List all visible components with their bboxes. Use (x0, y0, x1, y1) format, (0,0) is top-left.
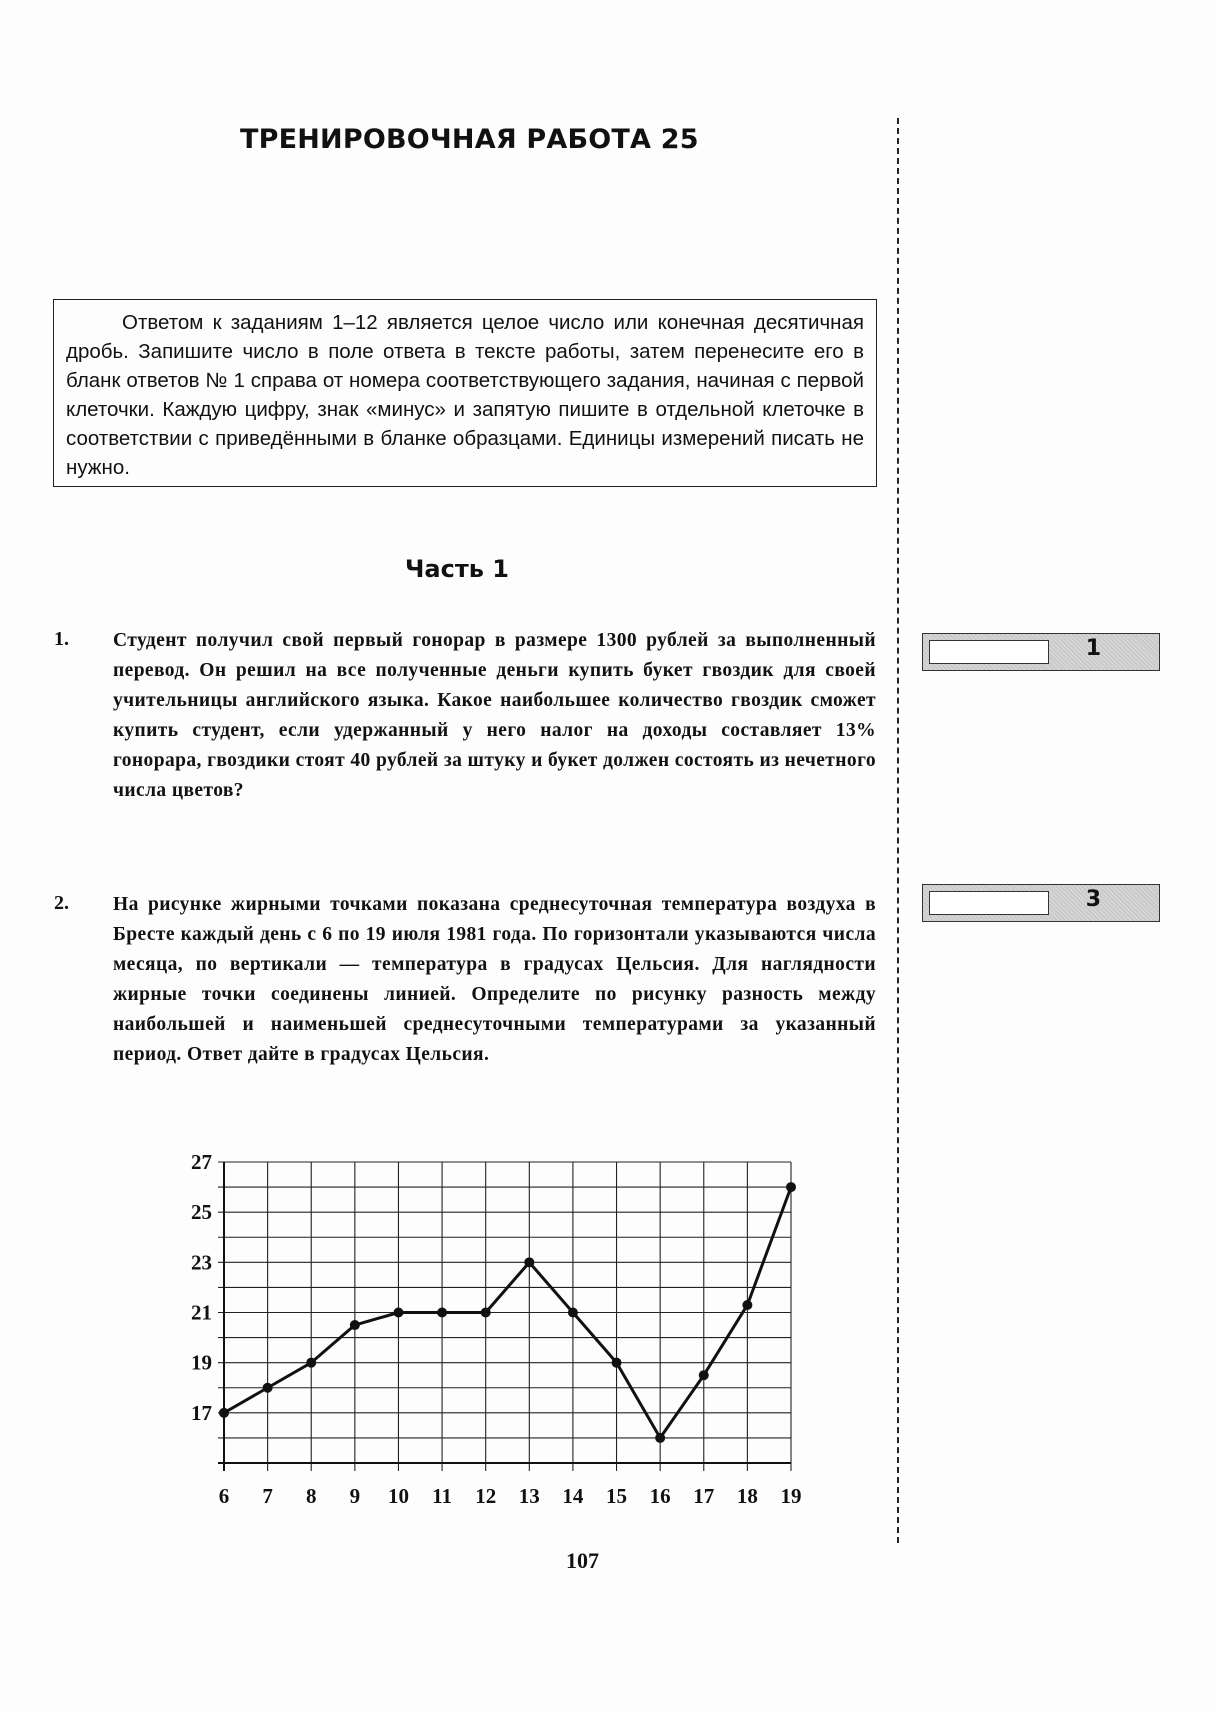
data-point (524, 1257, 534, 1267)
instructions-text: Ответом к заданиям 1–12 является целое число или конечная десятичная дробь. Запишите число в поле ответа в тексте работы, затем перенесите его в бланк ответов № 1 справа от номера соответствующего задания, начиная с первой клеточки. Каждую цифру, знак «минус» и запятую пишите в отдельной клеточке в соответствии с приведёнными в бланке образцами. Единицы измерений писать не нужно. (66, 311, 864, 479)
x-tick-label: 8 (305, 1484, 317, 1508)
x-tick-label: 9 (349, 1484, 361, 1508)
cut-line (897, 118, 899, 1543)
data-point (350, 1320, 360, 1330)
data-point (612, 1358, 622, 1368)
x-tick-label: 14 (562, 1484, 584, 1508)
x-tick-label: 12 (475, 1484, 497, 1508)
chart-grid (218, 1162, 791, 1471)
x-tick-label: 15 (606, 1484, 628, 1508)
data-point (437, 1308, 447, 1318)
answer-box-2-label: 3 (1085, 887, 1101, 912)
x-tick-label: 19 (780, 1484, 802, 1508)
y-tick-label: 23 (191, 1250, 212, 1275)
y-tick-label: 27 (191, 1150, 212, 1174)
x-tick-label: 17 (693, 1484, 715, 1508)
x-tick-label: 6 (218, 1484, 230, 1508)
page-title: ТРЕНИРОВОЧНАЯ РАБОТА 25 (240, 124, 699, 155)
answer-field-2[interactable] (929, 891, 1049, 915)
y-tick-label: 19 (191, 1350, 212, 1375)
question-1-text: Студент получил свой первый гонорар в размере 1300 рублей за выполненный перевод. Он решил на все полученные деньги купить букет гвоздик для своей учительницы английского языка. Какое наибольшее количество гвоздик сможет купить студент, если удержанный у него налог на доходы составляет 13% гонорара, гвоздики стоят 40 рублей за штуку и букет должен состоять из нечетного числа цветов? (113, 630, 876, 801)
temperature-chart (170, 1148, 820, 1518)
x-tick-label: 13 (518, 1484, 540, 1508)
y-tick-label: 17 (191, 1400, 212, 1425)
part-title: Часть 1 (405, 555, 509, 583)
answer-box-1 (922, 633, 1160, 671)
x-tick-label: 10 (387, 1484, 409, 1508)
chart-labels (191, 1150, 802, 1508)
answer-field-1[interactable] (929, 640, 1049, 664)
x-tick-label: 16 (649, 1484, 671, 1508)
y-tick-label: 25 (191, 1200, 212, 1225)
data-point (306, 1358, 316, 1368)
data-point (219, 1408, 229, 1418)
x-tick-label: 7 (262, 1484, 273, 1508)
answer-box-1-label: 1 (1085, 636, 1101, 661)
data-point (568, 1308, 578, 1318)
data-point (655, 1433, 665, 1443)
question-1-number: 1. (54, 628, 69, 650)
chart-axes (218, 1162, 791, 1471)
question-2-text: На рисунке жирными точками показана среднесуточная температура воздуха в Бресте каждый день с 6 по 19 июля 1981 года. По горизонтали указываются числа месяца, по вертикали — температура в градусах Цельсия. Для наглядности жирные точки соединены линией. Определите по рисунку разность между наибольшей и наименьшей среднесуточными температурами за указанный период. Ответ дайте в градусах Цельсия. (113, 894, 876, 1065)
data-point (263, 1383, 273, 1393)
data-point (742, 1300, 752, 1310)
data-point (481, 1308, 491, 1318)
data-point (393, 1308, 403, 1318)
y-tick-label: 21 (191, 1300, 212, 1325)
question-2-number: 2. (54, 892, 69, 914)
instructions-box (53, 299, 877, 487)
x-tick-label: 11 (432, 1484, 452, 1508)
answer-box-2 (922, 884, 1160, 922)
data-point (699, 1370, 709, 1380)
x-tick-label: 18 (736, 1484, 758, 1508)
page-number: 107 (566, 1548, 599, 1573)
data-point (786, 1182, 796, 1192)
